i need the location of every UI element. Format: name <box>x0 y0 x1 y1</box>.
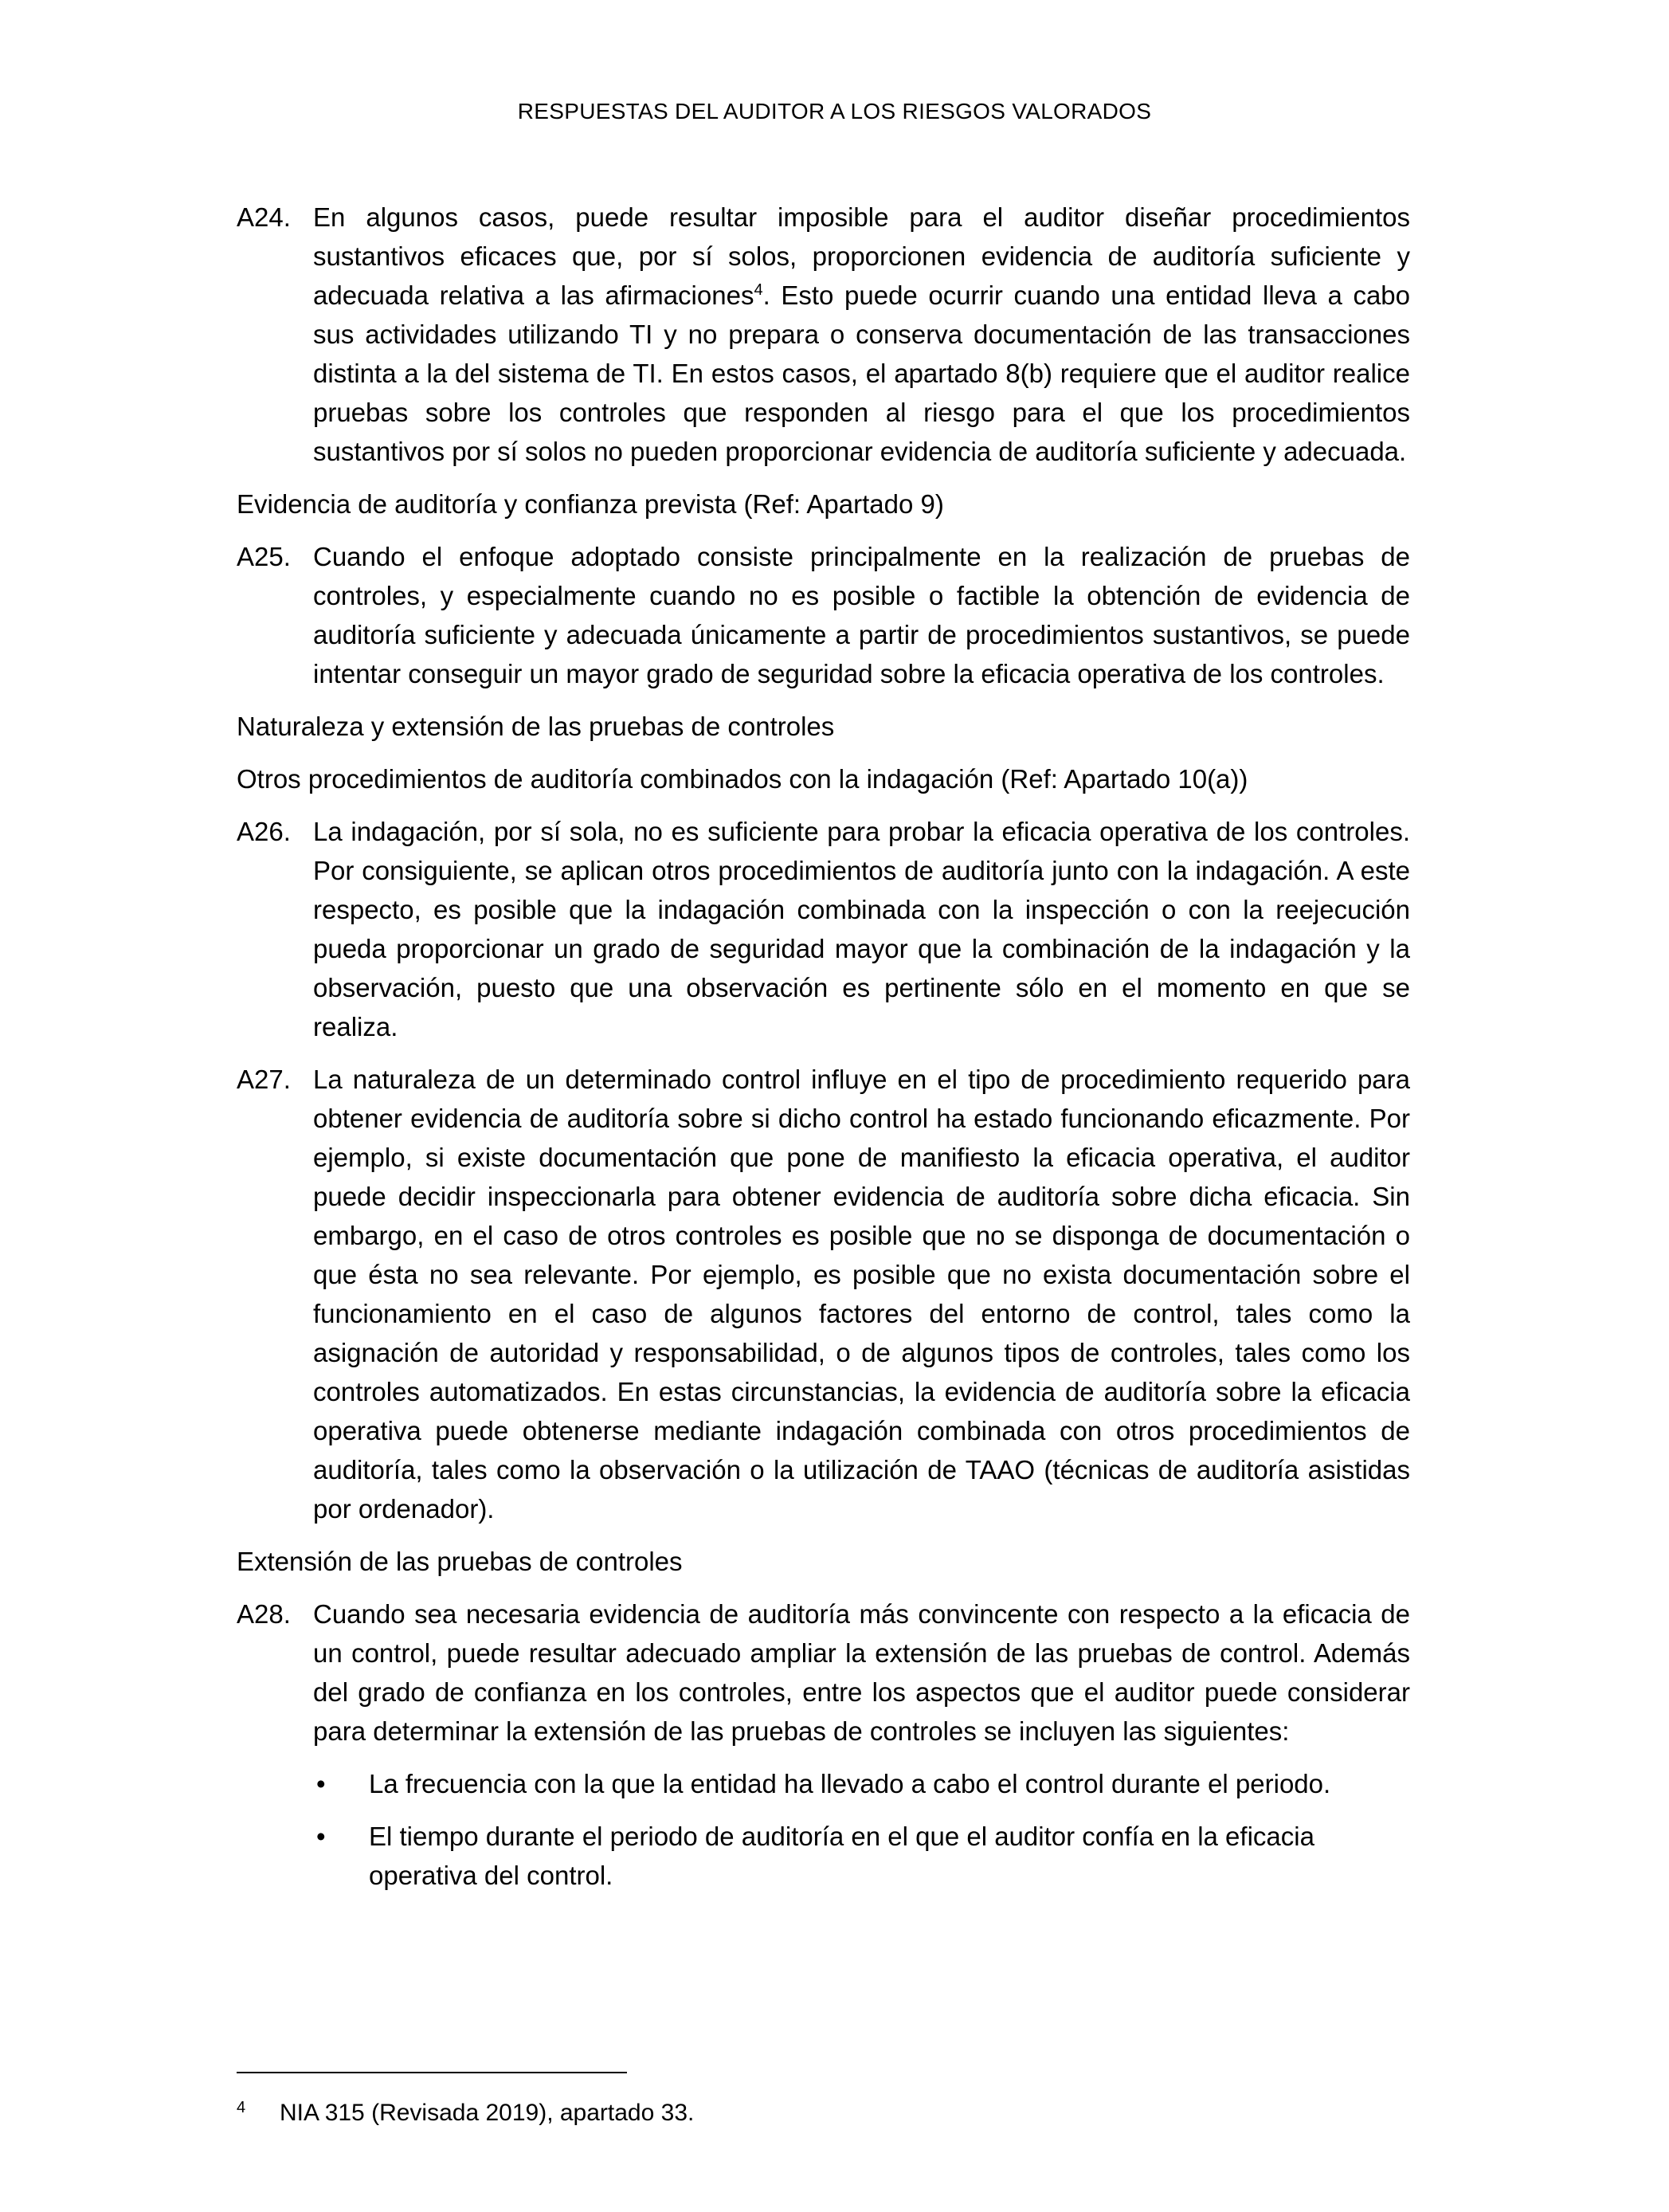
paragraph-text: Cuando el enfoque adoptado consiste principalmente en la realización de pruebas de controles, y especialmente cuando no es posible o factible la obtención de evidencia de auditoría suficiente y adecuada únicamente a partir de procedimientos sustantivos, se puede intentar conseguir un mayor grado de seguridad sobre la eficacia operativa de los controles. <box>313 542 1410 688</box>
paragraph-a27 <box>237 1060 1410 1528</box>
bullet-text: El tiempo durante el periodo de auditoría en el que el auditor confía en la eficacia operativa del control. <box>369 1822 1314 1890</box>
paragraph-a24 <box>237 198 1410 471</box>
paragraph-number: A28. <box>237 1599 291 1629</box>
subsection-heading: Otros procedimientos de auditoría combinados con la indagación (Ref: Apartado 10(a)) <box>237 764 1248 794</box>
section-heading: Evidencia de auditoría y confianza prevista (Ref: Apartado 9) <box>237 489 944 519</box>
paragraph-text: La indagación, por sí sola, no es suficiente para probar la eficacia operativa de los controles. Por consiguiente, se aplican otros procedimientos de auditoría junto con la indagación. A este respecto, es posible que la indagación combinada con la inspección o con la reejecución pueda proporcionar un grado de seguridad mayor que la combinación de la indagación y la observación, puesto que una observación es pertinente sólo en el momento en que se realiza. <box>313 817 1410 1041</box>
subsection-heading: Extensión de las pruebas de controles <box>237 1547 683 1576</box>
paragraph-number: A24. <box>237 202 291 232</box>
paragraph-a28 <box>237 1594 1410 1751</box>
paragraph-text: Cuando sea necesaria evidencia de auditoría más convincente con respecto a la eficacia de un control, puede resultar adecuado ampliar la extensión de las pruebas de control. Además del grado de confianza en los controles, entre los aspectos que el auditor puede considerar para determinar la extensión de las pruebas de controles se incluyen las siguientes: <box>313 1599 1410 1746</box>
footnote <box>237 2096 1410 2131</box>
bullet-marker: • <box>316 1822 326 1851</box>
footnote-mark: 4 <box>237 2099 246 2116</box>
bullet-item <box>313 1817 1410 1895</box>
running-header: RESPUESTAS DEL AUDITOR A LOS RIESGOS VALORADOS <box>517 99 1152 124</box>
paragraph-number: A27. <box>237 1065 291 1094</box>
paragraph-number: A25. <box>237 542 291 571</box>
paragraph-text: La naturaleza de un determinado control influye en el tipo de procedimiento requerido para obtener evidencia de auditoría sobre si dicho control ha estado funcionando eficazmente. Por ejemplo, si existe documentación que pone de manifiesto la eficacia operativa, el auditor puede decidir inspeccionarla para obtener evidencia de auditoría sobre dicha eficacia. Sin embargo, en el caso de otros controles es posible que no se disponga de documentación o que ésta no sea relevante. Por ejemplo, es posible que no exista documentación sobre el funcionamiento en el caso de algunos factores del entorno de control, tales como la asignación de autoridad y responsabilidad, o de algunos tipos de controles, tales como los controles automatizados. En estas circunstancias, la evidencia de auditoría sobre la eficacia operativa puede obtenerse mediante indagación combinada con otros procedimientos de auditoría, tales como la observación o la utilización de TAAO (técnicas de auditoría asistidas por ordenador). <box>313 1065 1410 1524</box>
bullet-marker: • <box>316 1769 326 1798</box>
footnote-reference[interactable]: 4 <box>754 281 763 299</box>
section-heading: Naturaleza y extensión de las pruebas de controles <box>237 712 835 741</box>
paragraph-number: A26. <box>237 817 291 846</box>
footnote-divider <box>237 2072 627 2073</box>
paragraph-text <box>313 198 1410 471</box>
paragraph-text-part: En algunos casos, puede resultar imposible para el auditor diseñar procedimientos sustantivos eficaces que, por sí solos, proporcionen evidencia de auditoría suficiente y adecuada relativa a las afirmaciones <box>313 202 1410 310</box>
paragraph-a25 <box>237 537 1410 693</box>
paragraph-a26 <box>237 812 1410 1046</box>
paragraph-text-part: . Esto puede ocurrir cuando una entidad lleva a cabo sus actividades utilizando TI y no prepara o conserva documentación de las transacciones distinta a la del sistema de TI. En estos casos, el apartado 8(b) requiere que el auditor realice pruebas sobre los controles que responden al riesgo para el que los procedimientos sustantivos por sí solos no pueden proporcionar evidencia de auditoría suficiente y adecuada. <box>313 280 1411 466</box>
bullet-item <box>313 1764 1410 1803</box>
page-body <box>237 198 1410 1908</box>
bullet-text: La frecuencia con la que la entidad ha llevado a cabo el control durante el periodo. <box>369 1769 1331 1798</box>
footnote-text: NIA 315 (Revisada 2019), apartado 33. <box>280 2100 695 2126</box>
